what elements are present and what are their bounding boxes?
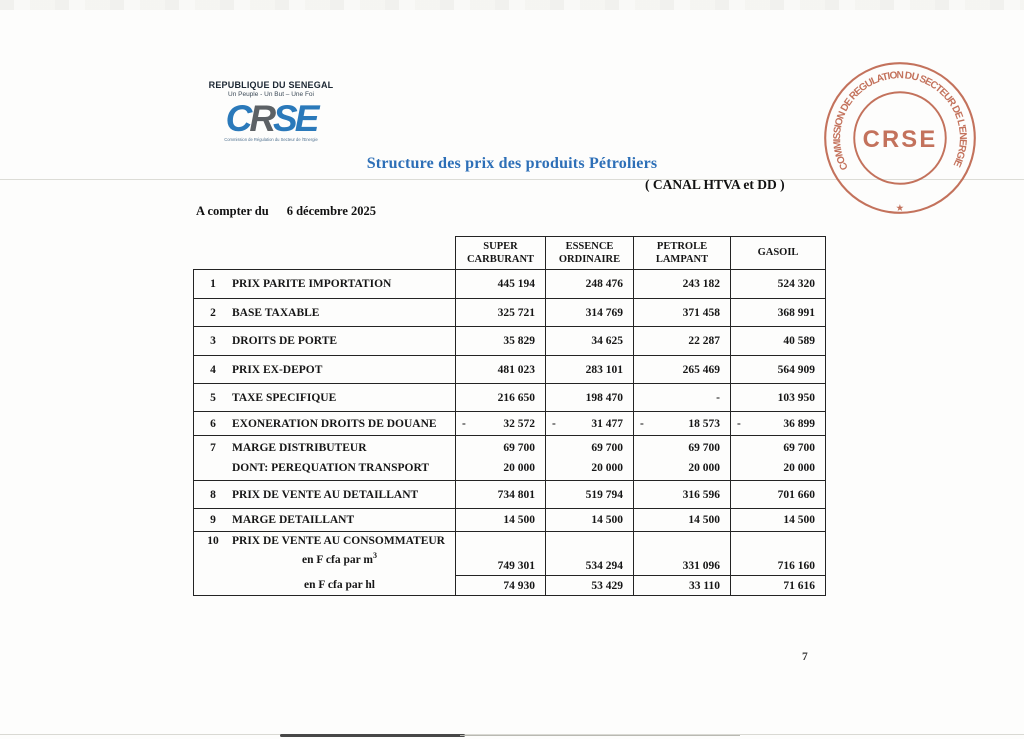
cell-value: 69 700 [591,442,623,454]
row-label: PRIX DE VENTE AU DETAILLANT [232,488,419,501]
cell-value: 71 616 [731,576,826,596]
logo-letter-s: S [273,98,295,139]
cell-value: 534 294 [546,532,634,576]
cell-value: 103 950 [731,384,826,412]
crse-stamp [808,50,992,226]
cell-value: 371 458 [634,299,731,327]
cell-value: 14 500 [546,509,634,532]
scan-artifact-bottom-dark [280,734,465,737]
svg-text:COMMISSION DE REGULATION DU SE [832,70,968,172]
cell-value: 701 660 [731,481,826,509]
cell-value: 36 899 [783,417,815,430]
logo-caption: Commission de Régulation du Secteur de l'Energie [224,137,318,142]
cell-value: 74 930 [456,576,546,596]
table-row [194,356,826,384]
country-name: REPUBLIQUE DU SENEGAL [208,80,334,90]
row-label: PRIX PARITE IMPORTATION [232,278,392,290]
row-number: 5 [210,391,216,404]
table-row [194,412,826,436]
crse-logo [196,98,346,139]
cell-value: 216 650 [456,384,546,412]
row-number: 4 [210,363,216,376]
scan-artifact-bottom-mid [460,735,740,736]
stamp-ring-text: COMMISSION DE REGULATION DU SECTEUR DE L'ENERGIE [832,70,968,172]
row-label: PRIX EX-DEPOT [232,363,323,376]
cell-value: 524 320 [731,270,826,299]
row-label: TAXE SPECIFIQUE [232,391,337,404]
price-structure-table [193,236,826,596]
national-motto: Un Peuple - Un But – Une Foi [228,91,314,98]
row-label: BASE TAXABLE [232,306,320,319]
row-label: EXONERATION DROITS DE DOUANE [232,417,437,430]
cell-value: 749 301 [456,532,546,576]
cell-value: 445 194 [456,270,546,299]
unit-hl-label: en F cfa par hl [304,579,375,592]
cell-value: 69 700 [783,442,815,454]
table-row [194,327,826,356]
row-number: 7 [210,442,216,454]
cell-subvalue: 20 000 [783,462,815,474]
row-number: 9 [210,514,216,526]
effective-date-value: 6 décembre 2025 [286,204,377,218]
cell-value: 34 625 [546,327,634,356]
cell-value: 14 500 [731,509,826,532]
cell-value: 69 700 [688,442,720,454]
cell-value: 14 500 [634,509,731,532]
cell-value: 734 801 [456,481,546,509]
cell-subvalue: 20 000 [591,462,623,474]
cell-value: 32 572 [503,417,535,430]
row-number: 10 [207,534,219,547]
row-number: 3 [210,335,216,347]
cell-value: 331 096 [634,532,731,576]
row-number: 8 [210,488,216,501]
table-row [194,532,826,576]
document-title: Structure des prix des produits Pétroliers [366,155,658,172]
header-empty-cell [194,237,456,270]
row-label: PRIX DE VENTE AU CONSOMMATEUR [232,534,445,547]
table-row [194,481,826,509]
table-row [194,299,826,327]
table-row [194,509,826,532]
row-sublabel: DONT: PEREQUATION TRANSPORT [232,462,430,474]
cell-value: 481 023 [456,356,546,384]
cell-value: 564 909 [731,356,826,384]
cell-value: 22 287 [634,327,731,356]
cell-value: - [634,384,731,412]
stamp-center-text: CRSE [862,125,938,153]
minus-sign: - [552,417,556,430]
cell-value: 14 500 [456,509,546,532]
column-header-super-carburant: SUPER CARBURANT [456,237,546,270]
table-row [194,270,826,299]
minus-sign: - [737,417,741,430]
effective-date-label: A compter du [196,204,269,218]
letterhead [196,80,346,142]
row-number: 1 [210,278,216,290]
cell-value: 519 794 [546,481,634,509]
effective-date-line [196,204,376,219]
cell-value: 283 101 [546,356,634,384]
cell-value: 716 160 [731,532,826,576]
cell-value: 40 589 [731,327,826,356]
logo-letter-e: E [294,98,317,139]
table-row [194,436,826,481]
cell-value: 316 596 [634,481,731,509]
cell-value: 18 573 [688,417,720,430]
logo-letter-r: R [249,98,274,139]
scan-artifact-top [0,0,1024,10]
cell-subvalue: 20 000 [688,462,720,474]
cell-value: 243 182 [634,270,731,299]
cell-value: 198 470 [546,384,634,412]
cell-value: 53 429 [546,576,634,596]
cell-value: 265 469 [634,356,731,384]
cell-value: 69 700 [503,442,535,454]
column-header-essence-ordinaire: ESSENCE ORDINAIRE [546,237,634,270]
table-row [194,384,826,412]
row-number: 2 [210,306,216,319]
cell-value: 368 991 [731,299,826,327]
page-number: 7 [802,651,808,663]
unit-m3-label: en F cfa par $m^3$ [302,550,377,566]
cell-value: 35 829 [456,327,546,356]
column-header-gasoil: GASOIL [731,237,826,270]
column-header-petrole-lampant: PETROLE LAMPANT [634,237,731,270]
minus-sign: - [640,417,644,430]
stamp-star-icon: ★ [895,203,905,215]
document-subtitle: ( CANAL HTVA et DD ) [645,177,785,192]
cell-value: 325 721 [456,299,546,327]
cell-value: 31 477 [591,417,623,430]
cell-subvalue: 20 000 [503,462,535,474]
minus-sign: - [462,417,466,430]
cell-value: 248 476 [546,270,634,299]
logo-letter-c: C [225,98,250,139]
table-header-row [194,237,826,270]
row-number: 6 [210,417,216,430]
cell-value: 33 110 [634,576,731,596]
row-label: DROITS DE PORTE [232,335,338,347]
cell-value: 314 769 [546,299,634,327]
row-label: MARGE DETAILLANT [232,514,355,526]
row-label: MARGE DISTRIBUTEUR [232,442,367,454]
